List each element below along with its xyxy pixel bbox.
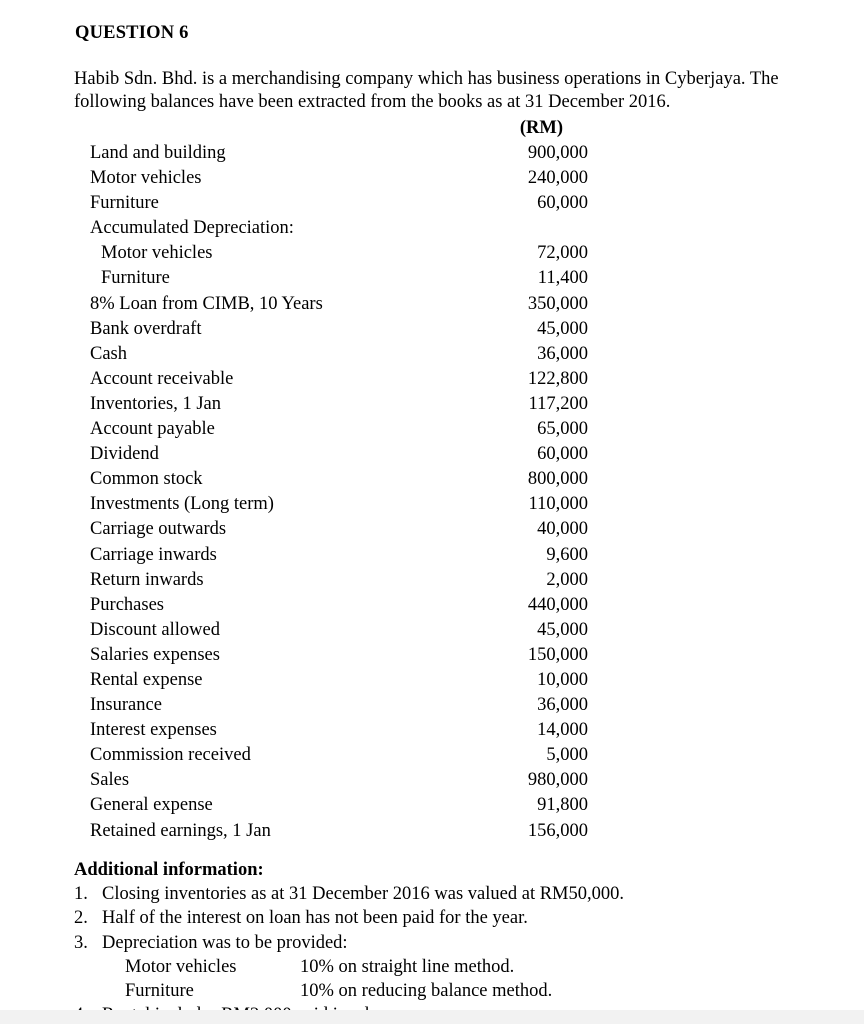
- additional-info-item: [74, 906, 794, 930]
- balance-row: [74, 693, 588, 718]
- page-bottom-band: [0, 1010, 864, 1024]
- balance-label: Investments (Long term): [90, 494, 274, 515]
- balance-label: General expense: [90, 795, 213, 816]
- balance-row: [74, 342, 588, 367]
- balance-amount: 40,000: [537, 519, 588, 540]
- balance-label: Interest expenses: [90, 720, 217, 741]
- balance-amount: 2,000: [546, 569, 588, 590]
- balance-row: [74, 241, 588, 266]
- balance-label: Bank overdraft: [90, 318, 202, 339]
- balance-row: [74, 191, 588, 216]
- balance-amount: 117,200: [528, 393, 588, 414]
- balance-amount: 45,000: [537, 318, 588, 339]
- additional-info-number: 2.: [74, 908, 88, 929]
- additional-info-number: 1.: [74, 884, 88, 904]
- balance-amount: 800,000: [527, 469, 588, 490]
- balance-label: Carriage inwards: [90, 544, 217, 565]
- balance-label: Account payable: [90, 419, 215, 440]
- additional-information-items: [74, 882, 794, 1028]
- balance-row: [74, 568, 588, 593]
- additional-info-item: [74, 882, 794, 906]
- balance-label: Dividend: [90, 444, 159, 465]
- balance-label: Furniture: [90, 193, 159, 214]
- currency-column-header: (RM): [519, 118, 563, 138]
- balance-row: [74, 768, 588, 793]
- balance-label: Purchases: [90, 594, 164, 615]
- balance-label: Accumulated Depreciation:: [90, 218, 294, 239]
- balance-label: Insurance: [90, 695, 162, 716]
- balance-amount: 36,000: [537, 695, 588, 716]
- balance-label: Motor vehicles: [101, 243, 213, 264]
- balance-row: [74, 216, 588, 241]
- page-title: QUESTION 6: [75, 23, 189, 43]
- balance-row: [74, 718, 588, 743]
- balance-row: [74, 793, 588, 818]
- balance-amount: 240,000: [527, 168, 588, 189]
- balance-row: [74, 492, 588, 517]
- balance-amount: 5,000: [546, 745, 588, 766]
- balance-amount: 440,000: [527, 594, 588, 615]
- additional-info-text: Depreciation was to be provided:: [102, 932, 348, 953]
- balance-label: Common stock: [90, 469, 203, 490]
- balance-row: [74, 618, 588, 643]
- balance-label: Motor vehicles: [90, 168, 202, 189]
- balance-amount: 72,000: [537, 243, 588, 264]
- balance-row: [74, 141, 588, 166]
- balance-label: Land and building: [90, 143, 226, 163]
- balance-row: [74, 668, 588, 693]
- balance-row: [74, 442, 588, 467]
- balance-rows-container: [74, 141, 588, 844]
- balance-label: Salaries expenses: [90, 644, 220, 665]
- balance-row: [74, 266, 588, 291]
- balance-label: Account receivable: [90, 368, 234, 389]
- balance-row: [74, 467, 588, 492]
- balance-row: [74, 292, 588, 317]
- balance-label: Return inwards: [90, 569, 204, 590]
- additional-info-number: 3.: [74, 932, 88, 953]
- balance-amount: 110,000: [528, 494, 588, 515]
- depreciation-method: 10% on straight line method.: [300, 956, 515, 977]
- balance-amount: 11,400: [537, 268, 588, 289]
- balance-amount: 91,800: [537, 795, 588, 816]
- depreciation-row: [74, 955, 794, 979]
- balance-row: [74, 317, 588, 342]
- balance-label: Rental expense: [90, 669, 203, 690]
- depreciation-asset: Motor vehicles: [125, 956, 237, 977]
- balance-row: [74, 743, 588, 768]
- balance-label: Retained earnings, 1 Jan: [90, 820, 271, 841]
- depreciation-row: [74, 979, 794, 1003]
- balance-amount: 14,000: [537, 720, 588, 741]
- balance-amount: 150,000: [527, 644, 588, 665]
- balance-row: [74, 543, 588, 568]
- additional-information-title: Additional information:: [74, 860, 264, 880]
- additional-info-item: [74, 931, 794, 955]
- balance-amount: 60,000: [537, 193, 588, 214]
- depreciation-method: 10% on reducing balance method.: [300, 981, 553, 1002]
- intro-paragraph: Habib Sdn. Bhd. is a merchandising company which has business operations in Cyberjaya. The following balances have been extracted from the books as at 31 December 2016.: [74, 69, 779, 112]
- balance-amount: 45,000: [537, 619, 588, 640]
- balance-label: Cash: [90, 343, 127, 364]
- balance-amount: 9,600: [546, 544, 588, 565]
- balance-amount: 10,000: [537, 669, 588, 690]
- balance-amount: 60,000: [537, 444, 588, 465]
- balance-label: Carriage outwards: [90, 519, 227, 540]
- balance-label: Discount allowed: [90, 619, 220, 640]
- balance-amount: 122,800: [527, 368, 588, 389]
- balance-row: [74, 417, 588, 442]
- balance-row: [74, 593, 588, 618]
- balance-row: [74, 819, 588, 844]
- balance-label: 8% Loan from CIMB, 10 Years: [90, 293, 323, 314]
- trial-balance-list: [74, 116, 588, 844]
- balance-label: Sales: [90, 770, 130, 791]
- balance-amount: 980,000: [527, 770, 588, 791]
- balance-amount: 350,000: [527, 293, 588, 314]
- balance-row: [74, 517, 588, 542]
- additional-info-text: Closing inventories as at 31 December 2016 was valued at RM50,000.: [102, 884, 625, 904]
- balance-label: Furniture: [101, 268, 170, 289]
- additional-information-section: [74, 858, 794, 1028]
- balance-row: [74, 392, 588, 417]
- depreciation-asset: Furniture: [125, 981, 194, 1002]
- balance-row: [74, 367, 588, 392]
- balance-label: Commission received: [90, 745, 251, 766]
- balance-row: [74, 643, 588, 668]
- additional-info-text: Half of the interest on loan has not been paid for the year.: [102, 908, 528, 929]
- balance-amount: 156,000: [527, 820, 588, 841]
- balance-label: Inventories, 1 Jan: [90, 393, 222, 414]
- balance-amount: 36,000: [537, 343, 588, 364]
- balance-amount: 900,000: [527, 143, 588, 163]
- balance-row: [74, 166, 588, 191]
- balance-amount: 65,000: [537, 419, 588, 440]
